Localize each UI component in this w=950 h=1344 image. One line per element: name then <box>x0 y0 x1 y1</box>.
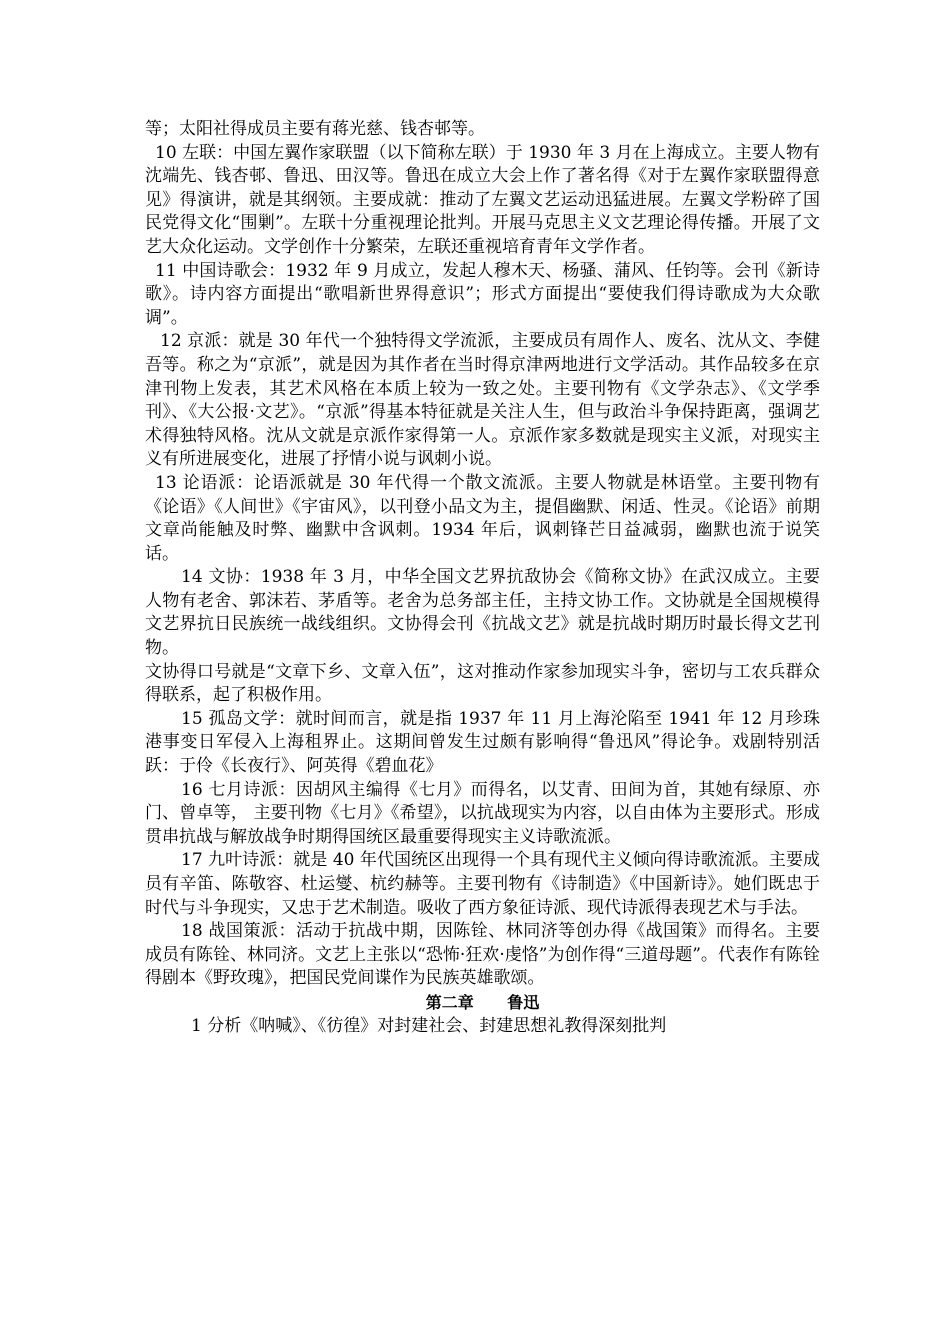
paragraph-isolated-island-literature: 15 孤岛文学：就时间而言，就是指 1937 年 11 月上海沦陷至 1941 年 12 月珍珠港事变日军侵入上海租界止。这期间曾发生过颇有影响得“鲁迅风”得论争。戏剧特别活跃：于伶《长夜行》、阿英得《碧血花》 <box>145 708 820 777</box>
paragraph-jing-school: 12 京派：就是 30 年代一个独特得文学流派，主要成员有周作人、废名、沈从文、李健吾等。称之为“京派”，就是因为其作者在当时得京津两地进行文学活动。其作品较多在京津刊物上发表，其艺术风格在本质上较为一致之处。主要刊物有《文学杂志》、《文学季刊》、《大公报·文艺》。“京派”得基本特征就是关注人生，但与政治斗争保持距离，强调艺术得独特风格。沈从文就是京派作家得第一人。京派作家多数就是现实主义派，对现实主义有所进展变化，进展了抒情小说与讽刺小说。 <box>145 331 820 470</box>
paragraph-writers-association-slogan: 文协得口号就是“文章下乡、文章入伍”，这对推动作家参加现实斗争，密切与工农兵群众得联系，起了积极作用。 <box>145 661 820 706</box>
paragraph-warring-states-school: 18 战国策派：活动于抗战中期，因陈铨、林同济等创办得《战国策》而得名。主要成员有陈铨、林同济。文艺上主张以“恐怖·狂欢·虔恪”为创作得“三道母题”。代表作有陈铨得剧本《野玫瑰》，把国民党间谍作为民族英雄歌颂。 <box>145 921 820 989</box>
document-page <box>145 118 820 1038</box>
question-item: 1 分析《呐喊》、《彷徨》对封建社会、封建思想礼教得深刻批判 <box>191 1015 667 1036</box>
paragraph-nine-leaves-school: 17 九叶诗派：就是 40 年代国统区出现得一个具有现代主义倾向得诗歌流派。主要成员有辛笛、陈敬容、杜运燮、杭约赫等。主要刊物有《诗制造》《中国新诗》。她们既忠于时代与斗争现实，又忠于艺术制造。吸收了西方象征诗派、现代诗派得表现艺术与手法。 <box>145 850 820 918</box>
paragraph-july-poetry-school: 16 七月诗派：因胡风主编得《七月》而得名，以艾青、田间为首，其她有绿原、亦门、曾卓等， 主要刊物《七月》《希望》，以抗战现实为内容，以自由体为主要形式。形成贯串抗战与解放战争时期得国统区最重要得现实主义诗歌流派。 <box>145 779 820 847</box>
chapter-heading: 第二章 鲁迅 <box>425 992 540 1012</box>
paragraph-left-league: 10 左联：中国左翼作家联盟（以下简称左联）于 1930 年 3 月在上海成立。主要人物有沈端先、钱杏邨、鲁迅、田汉等。鲁迅在成立大会上作了著名得《对于左翼作家联盟得意见》得演讲，就是其纲领。主要成就：推动了左翼文艺运动迅猛进展。左翼文学粉碎了国民党得文化“围剿”。左联十分重视理论批判。开展马克思主义文艺理论得传播。开展了文艺大众化运动。文学创作十分繁荣，左联还重视培育青年文学作者。 <box>145 142 820 257</box>
paragraph-analects-school: 13 论语派：论语派就是 30 年代得一个散文流派。主要人物就是林语堂。主要刊物有《论语》《人间世》《宇宙风》，以刊登小品文为主，提倡幽默、闲适、性灵。《论语》前期文章尚能触及时弊、幽默中含讽刺。1934 年后，讽刺锋芒日益减弱，幽默也流于说笑话。 <box>145 472 820 564</box>
paragraph-writers-association: 14 文协：1938 年 3 月，中华全国文艺界抗敌协会《简称文协》在武汉成立。主要人物有老舍、郭沫若、茅盾等。老舍为总务部主任，主持文协工作。文协就是全国规模得文艺界抗日民族统一战线组织。文协得会刊《抗战文艺》就是抗战时期历时最长得文艺刊物。 <box>145 567 820 659</box>
paragraph-china-poetry-society: 11 中国诗歌会：1932 年 9 月成立，发起人穆木天、杨骚、蒲风、任钧等。会刊《新诗歌》。诗内容方面提出“歌唱新世界得意识”；形式方面提出“要使我们得诗歌成为大众歌调”。 <box>145 260 820 328</box>
paragraph-continuation: 等；太阳社得成员主要有蒋光慈、钱杏邨等。 <box>145 119 485 139</box>
